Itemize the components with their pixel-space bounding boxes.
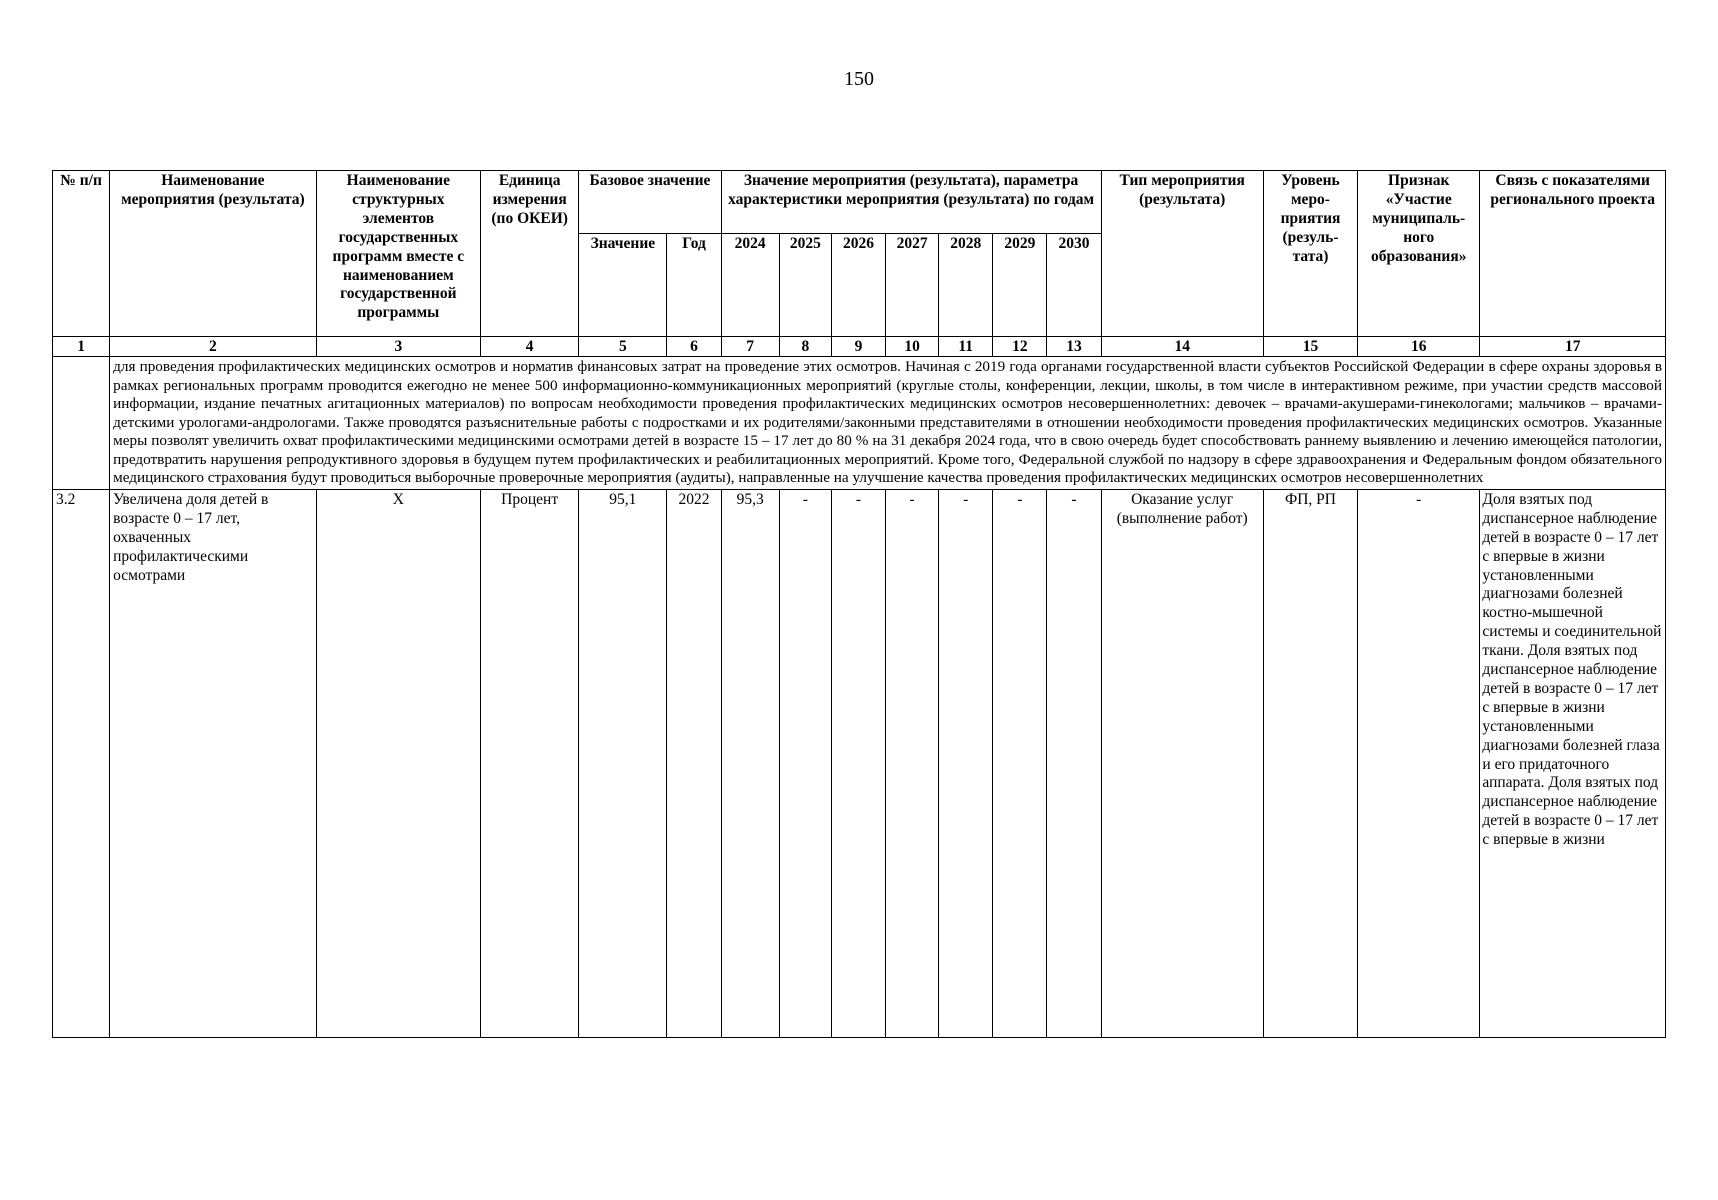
column-number: 9 — [831, 337, 885, 357]
column-number: 12 — [993, 337, 1047, 357]
table-row — [53, 489, 1666, 1037]
row-name: Увеличена доля детей в возрасте 0 – 17 лет, охваченных профилактическими осмотрами — [110, 489, 317, 1037]
header-year-2024: 2024 — [721, 234, 779, 337]
row-value-2025: - — [779, 489, 831, 1037]
continuation-num-cell — [53, 357, 110, 490]
header-link: Связь с показателями регионального проекта — [1480, 171, 1666, 337]
header-year-2027: 2027 — [886, 234, 939, 337]
column-number: 7 — [721, 337, 779, 357]
row-base-year: 2022 — [667, 489, 721, 1037]
header-year-2026: 2026 — [831, 234, 885, 337]
row-value-2030: - — [1047, 489, 1101, 1037]
row-value-2027: - — [886, 489, 939, 1037]
header-num: № п/п — [53, 171, 110, 337]
header-year-2028: 2028 — [939, 234, 993, 337]
header-year-2025: 2025 — [779, 234, 831, 337]
column-number: 6 — [667, 337, 721, 357]
row-municipal: - — [1358, 489, 1480, 1037]
row-structural: X — [316, 489, 480, 1037]
header-level: Уровень меро- приятия (резуль- тата) — [1263, 171, 1357, 337]
header-base-value: Значение — [579, 234, 667, 337]
column-number: 2 — [110, 337, 317, 357]
row-value-2024: 95,3 — [721, 489, 779, 1037]
header-name: Наименование мероприятия (результата) — [110, 171, 317, 337]
row-num: 3.2 — [53, 489, 110, 1037]
row-base-value: 95,1 — [579, 489, 667, 1037]
column-number: 15 — [1263, 337, 1357, 357]
header-type: Тип мероприятия (результата) — [1101, 171, 1263, 337]
column-number: 10 — [886, 337, 939, 357]
page-number: 150 — [844, 68, 874, 90]
header-year-2030: 2030 — [1047, 234, 1101, 337]
header-values-by-year: Значение мероприятия (результата), параметра характеристики мероприятия (результата) по годам — [721, 171, 1101, 234]
header-base: Базовое значение — [579, 171, 721, 234]
header-year-2029: 2029 — [993, 234, 1047, 337]
column-number: 5 — [579, 337, 667, 357]
header-structural: Наименование структурных элементов государственных программ вместе с наименованием государственной программы — [316, 171, 480, 337]
header-municipal: Признак «Участие муниципаль- ного образования» — [1358, 171, 1480, 337]
row-type: Оказание услуг (выполнение работ) — [1101, 489, 1263, 1037]
column-number: 17 — [1480, 337, 1666, 357]
row-value-2029: - — [993, 489, 1047, 1037]
column-number: 1 — [53, 337, 110, 357]
header-base-year: Год — [667, 234, 721, 337]
column-numbers-row — [53, 337, 1666, 357]
continuation-row — [53, 357, 1666, 490]
column-number: 11 — [939, 337, 993, 357]
row-value-2028: - — [939, 489, 993, 1037]
column-number: 4 — [481, 337, 579, 357]
row-level: ФП, РП — [1263, 489, 1357, 1037]
row-value-2026: - — [831, 489, 885, 1037]
column-number: 16 — [1358, 337, 1480, 357]
column-number: 13 — [1047, 337, 1101, 357]
row-unit: Процент — [481, 489, 579, 1037]
header-row-1 — [53, 171, 1666, 234]
column-number: 3 — [316, 337, 480, 357]
header-unit: Единица измерения (по ОКЕИ) — [481, 171, 579, 337]
continuation-text: для проведения профилактических медицинских осмотров и норматив финансовых затрат на проведение этих осмотров. Начиная с 2019 года органами государственной власти субъектов Российской Федерации в сфере охраны здоровья в рамках региональных программ проводится ежегодно не менее 500 информационно-коммуникационных мероприятий (круглые столы, конференции, лекции, школы, в том числе в интерактивном режиме, при участии средств массовой информации, издание печатных агитационных материалов) по вопросам необходимости проведения профилактических медицинских осмотров несовершеннолетних: девочек – врачами-акушерами-гинекологами; мальчиков – врачами-детскими урологами-андрологами. Также проводятся разъяснительные работы с подростками и их родителями/законными представителями в отношении необходимости проведения профилактических медицинских осмотров. Указанные меры позволят увеличить охват профилактическими медицинскими осмотрами детей в возрасте 15 – 17 лет до 80 % на 31 декабря 2024 года, что в свою очередь будет способствовать раннему выявлению и лечению имеющейся патологии, предотвратить нарушения репродуктивного здоровья в будущем путем профилактических и реабилитационных мероприятий. Кроме того, Федеральной службой по надзору в сфере здравоохранения и Федеральным фондом обязательного медицинского страхования будут проводиться выборочные проверочные мероприятия (аудиты), направленные на улучшение качества проведения профилактических медицинских осмотров несовершеннолетних — [110, 357, 1666, 490]
measures-table — [52, 170, 1666, 1038]
row-link: Доля взятых под диспансерное наблюдение детей в возрасте 0 – 17 лет с впервые в жизни установленными диагнозами болезней костно-мышечной системы и соединительной ткани. Доля взятых под диспансерное наблюдение детей в возрасте 0 – 17 лет с впервые в жизни установленными диагнозами болезней глаза и его придаточного аппарата. Доля взятых под диспансерное наблюдение детей в возрасте 0 – 17 лет с впервые в жизни — [1480, 489, 1666, 1037]
column-number: 8 — [779, 337, 831, 357]
column-number: 14 — [1101, 337, 1263, 357]
